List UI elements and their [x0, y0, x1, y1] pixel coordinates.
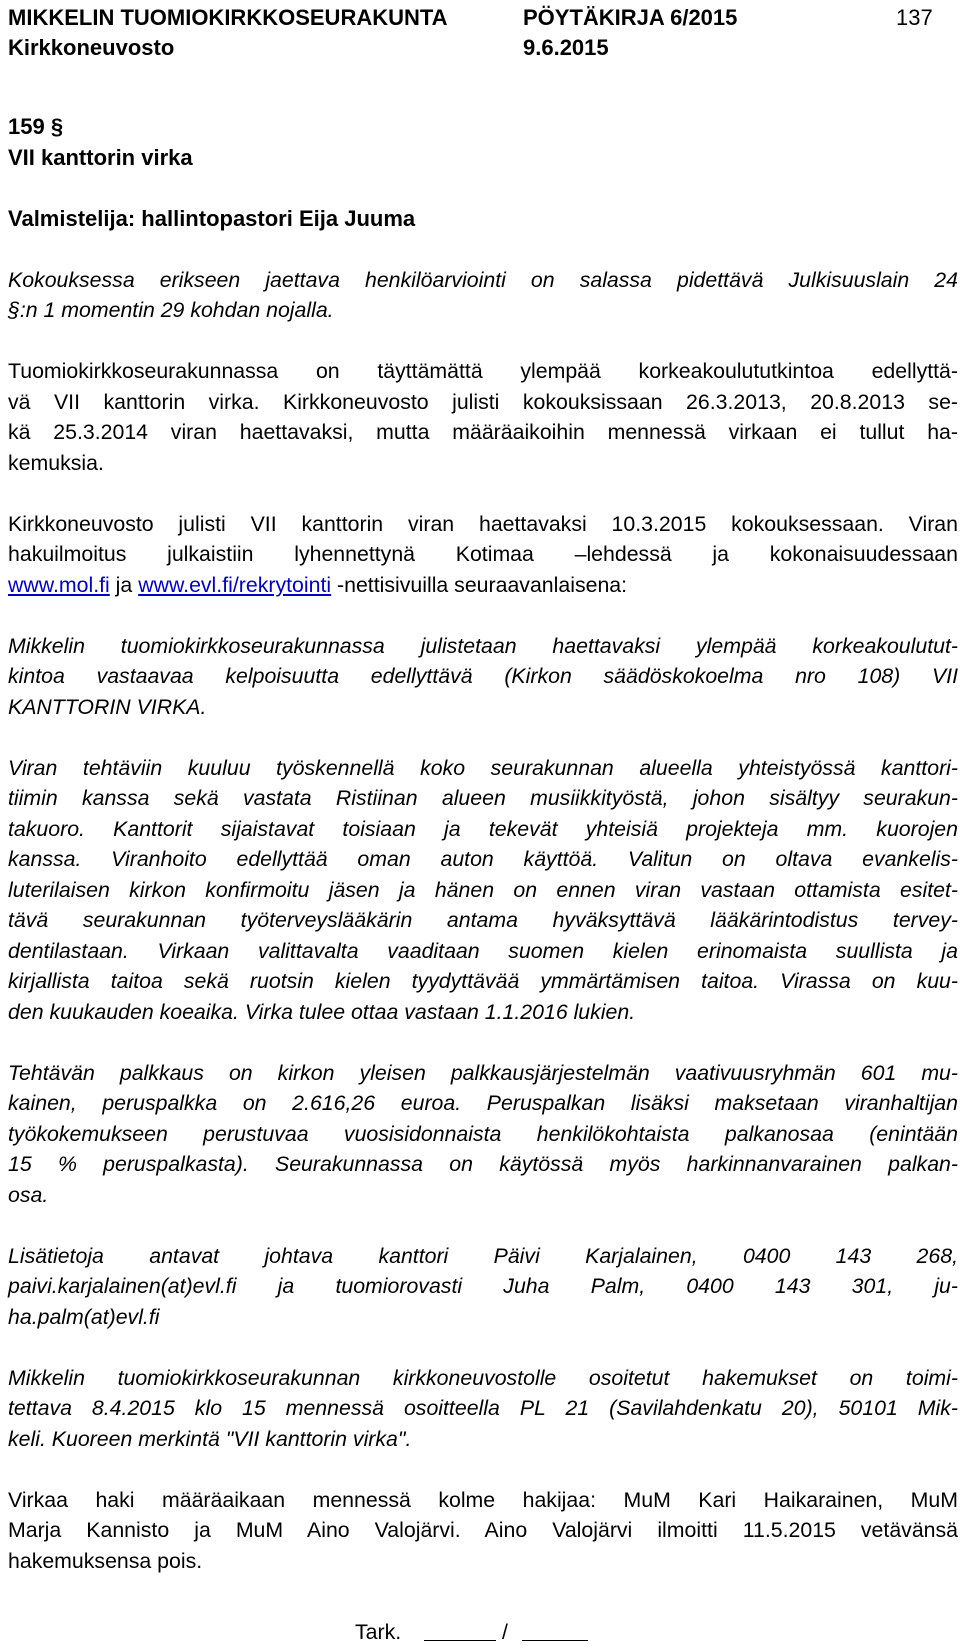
text-line: dentilastaan. Virkaan valittavalta vaaditaan suomen kielen erinomaista suullista ja — [8, 938, 958, 963]
text-line: takuoro. Kanttorit sijaistavat toisiaan ja tekevät yhteisiä projekteja mm. kuorojen — [8, 816, 958, 841]
text-line: kemuksia. — [8, 450, 104, 475]
text-line: kä 25.3.2014 viran haettavaksi, mutta määräaikoihin mennessä virkaan ei tullut ha- — [8, 420, 958, 444]
tark-separator: / — [502, 1620, 508, 1644]
text-line: Tuomiokirkkoseurakunnassa on täyttämättä ylempää korkeakoulututkintoa edellyttä- — [8, 359, 958, 383]
text-line: KANTTORIN VIRKA. — [8, 694, 207, 719]
section-symbol: § — [50, 114, 64, 139]
tark-blank-2 — [522, 1622, 588, 1641]
mol-link[interactable]: www.mol.fi — [8, 572, 110, 597]
text-line: Marja Kannisto ja MuM Aino Valojärvi. Aino Valojärvi ilmoitti 11.5.2015 vetävänsä — [8, 1518, 958, 1542]
text-line: 15 % peruspalkasta). Seurakunnassa on käytössä myös harkinnanvarainen palkan- — [8, 1152, 958, 1176]
tark-blank-1 — [424, 1622, 496, 1641]
paragraph-applicants — [8, 1485, 958, 1577]
text-line: ha.palm(at)evl.fi — [8, 1304, 160, 1329]
text-line: tettava 8.4.2015 klo 15 mennessä osoitteella PL 21 (Savilahdenkatu 20), 50101 Mik- — [8, 1396, 958, 1420]
tark-label: Tark. — [355, 1620, 402, 1644]
document-id: PÖYTÄKIRJA 6/2015 — [523, 5, 738, 30]
text-line — [8, 570, 958, 601]
paragraph-salary — [8, 1058, 958, 1211]
paragraph-job-ad-intro — [8, 631, 958, 723]
organization-name: MIKKELIN TUOMIOKIRKKOSEURAKUNTA — [8, 5, 448, 30]
text-line: Kokouksessa erikseen jaettava henkilöarviointi on salassa pidettävä Julkisuuslain 24 — [8, 267, 958, 292]
meeting-date: 9.6.2015 — [523, 35, 609, 60]
text-line: §:n 1 momentin 29 kohdan nojalla. — [8, 298, 334, 322]
paragraph-announcement — [8, 509, 958, 601]
text-line: Lisätietoja antavat johtava kanttori Päivi Karjalainen, 0400 143 268, — [8, 1243, 958, 1268]
text-line: kintoa vastaavaa kelpoisuutta edellyttävä (Kirkon säädöskokoelma nro 108) VII — [8, 664, 958, 688]
text-line: den kuukauden koeaika. Virka tulee ottaa vastaan 1.1.2016 lukien. — [8, 999, 636, 1024]
text-line: kirjallista taitoa sekä ruotsin kielen tyydyttävää ymmärtämisen taitoa. Virassa on kuu- — [8, 969, 958, 993]
preparer: Valmistelija: hallintopastori Eija Juuma — [8, 205, 416, 231]
section-number-value: 159 — [8, 114, 45, 139]
paragraph-contacts — [8, 1241, 958, 1333]
text-line: kanssa. Viranhoito edellyttää oman auton käyttöä. Valitun on oltava evankelis- — [8, 847, 958, 871]
page-number: 137 — [896, 5, 933, 30]
text-rest: -nettisivuilla seuraavanlaisena: — [331, 572, 628, 597]
text-line: keli. Kuoreen merkintä "VII kanttorin virka". — [8, 1426, 412, 1451]
text-line: Virkaa haki määräaikaan mennessä kolme hakijaa: MuM Kari Haikarainen, MuM — [8, 1487, 958, 1512]
section-number — [8, 112, 958, 143]
paragraph-applications — [8, 1363, 958, 1455]
text-line: hakemuksensa pois. — [8, 1548, 203, 1573]
paragraph-background — [8, 356, 958, 478]
text-line: luterilaisen kirkon konfirmoitu jäsen ja hänen on ennen viran vastaan ottamista esitet- — [8, 877, 958, 902]
text-line: hakuilmoitus julkaistiin lyhennettynä Kotimaa –lehdessä ja kokonaisuudessaan — [8, 542, 958, 566]
text-line: tiimin kanssa sekä vastata Ristiinan alueen musiikkityöstä, johon sisältyy seurakun- — [8, 786, 958, 810]
text-line: Mikkelin tuomiokirkkoseurakunnan kirkkoneuvostolle osoitetut hakemukset on toimi- — [8, 1365, 958, 1390]
text-line: Mikkelin tuomiokirkkoseurakunnassa julistetaan haettavaksi ylempää korkeakoulutut- — [8, 633, 958, 658]
paragraph-job-duties — [8, 753, 958, 1028]
text-line: osa. — [8, 1182, 49, 1207]
text-line: Tehtävän palkkaus on kirkon yleisen palkkausjärjestelmän vaativuusryhmän 601 mu- — [8, 1060, 958, 1085]
meeting-body: Kirkkoneuvosto — [8, 35, 175, 60]
document-header — [8, 4, 934, 64]
text-line: tävä seurakunnan työterveyslääkärin antama hyväksyttävä lääkärintodistus tervey- — [8, 908, 958, 932]
section-title: VII kanttorin virka — [8, 144, 193, 170]
paragraph-confidentiality — [8, 265, 958, 326]
evl-recruitment-link[interactable]: www.evl.fi/rekrytointi — [138, 572, 332, 597]
text-and: ja — [109, 572, 139, 597]
text-line: paivi.karjalainen(at)evl.fi ja tuomiorovasti Juha Palm, 0400 143 301, ju- — [8, 1274, 958, 1298]
document-body — [8, 112, 958, 1607]
text-line: vä VII kanttorin virka. Kirkkoneuvosto julisti kokouksissaan 26.3.2013, 20.8.2013 se- — [8, 389, 958, 414]
text-line: kainen, peruspalkka on 2.616,26 euroa. Peruspalkan lisäksi maksetaan viranhaltijan — [8, 1091, 958, 1115]
text-line: työkokemukseen perustuvaa vuosisidonnaista henkilökohtaista palkanosaa (enintään — [8, 1121, 958, 1146]
text-line: Viran tehtäviin kuuluu työskennellä koko seurakunnan alueella yhteistyössä kanttori- — [8, 755, 958, 780]
text-line: Kirkkoneuvosto julisti VII kanttorin viran haettavaksi 10.3.2015 kokouksessaan. Viran — [8, 511, 958, 536]
